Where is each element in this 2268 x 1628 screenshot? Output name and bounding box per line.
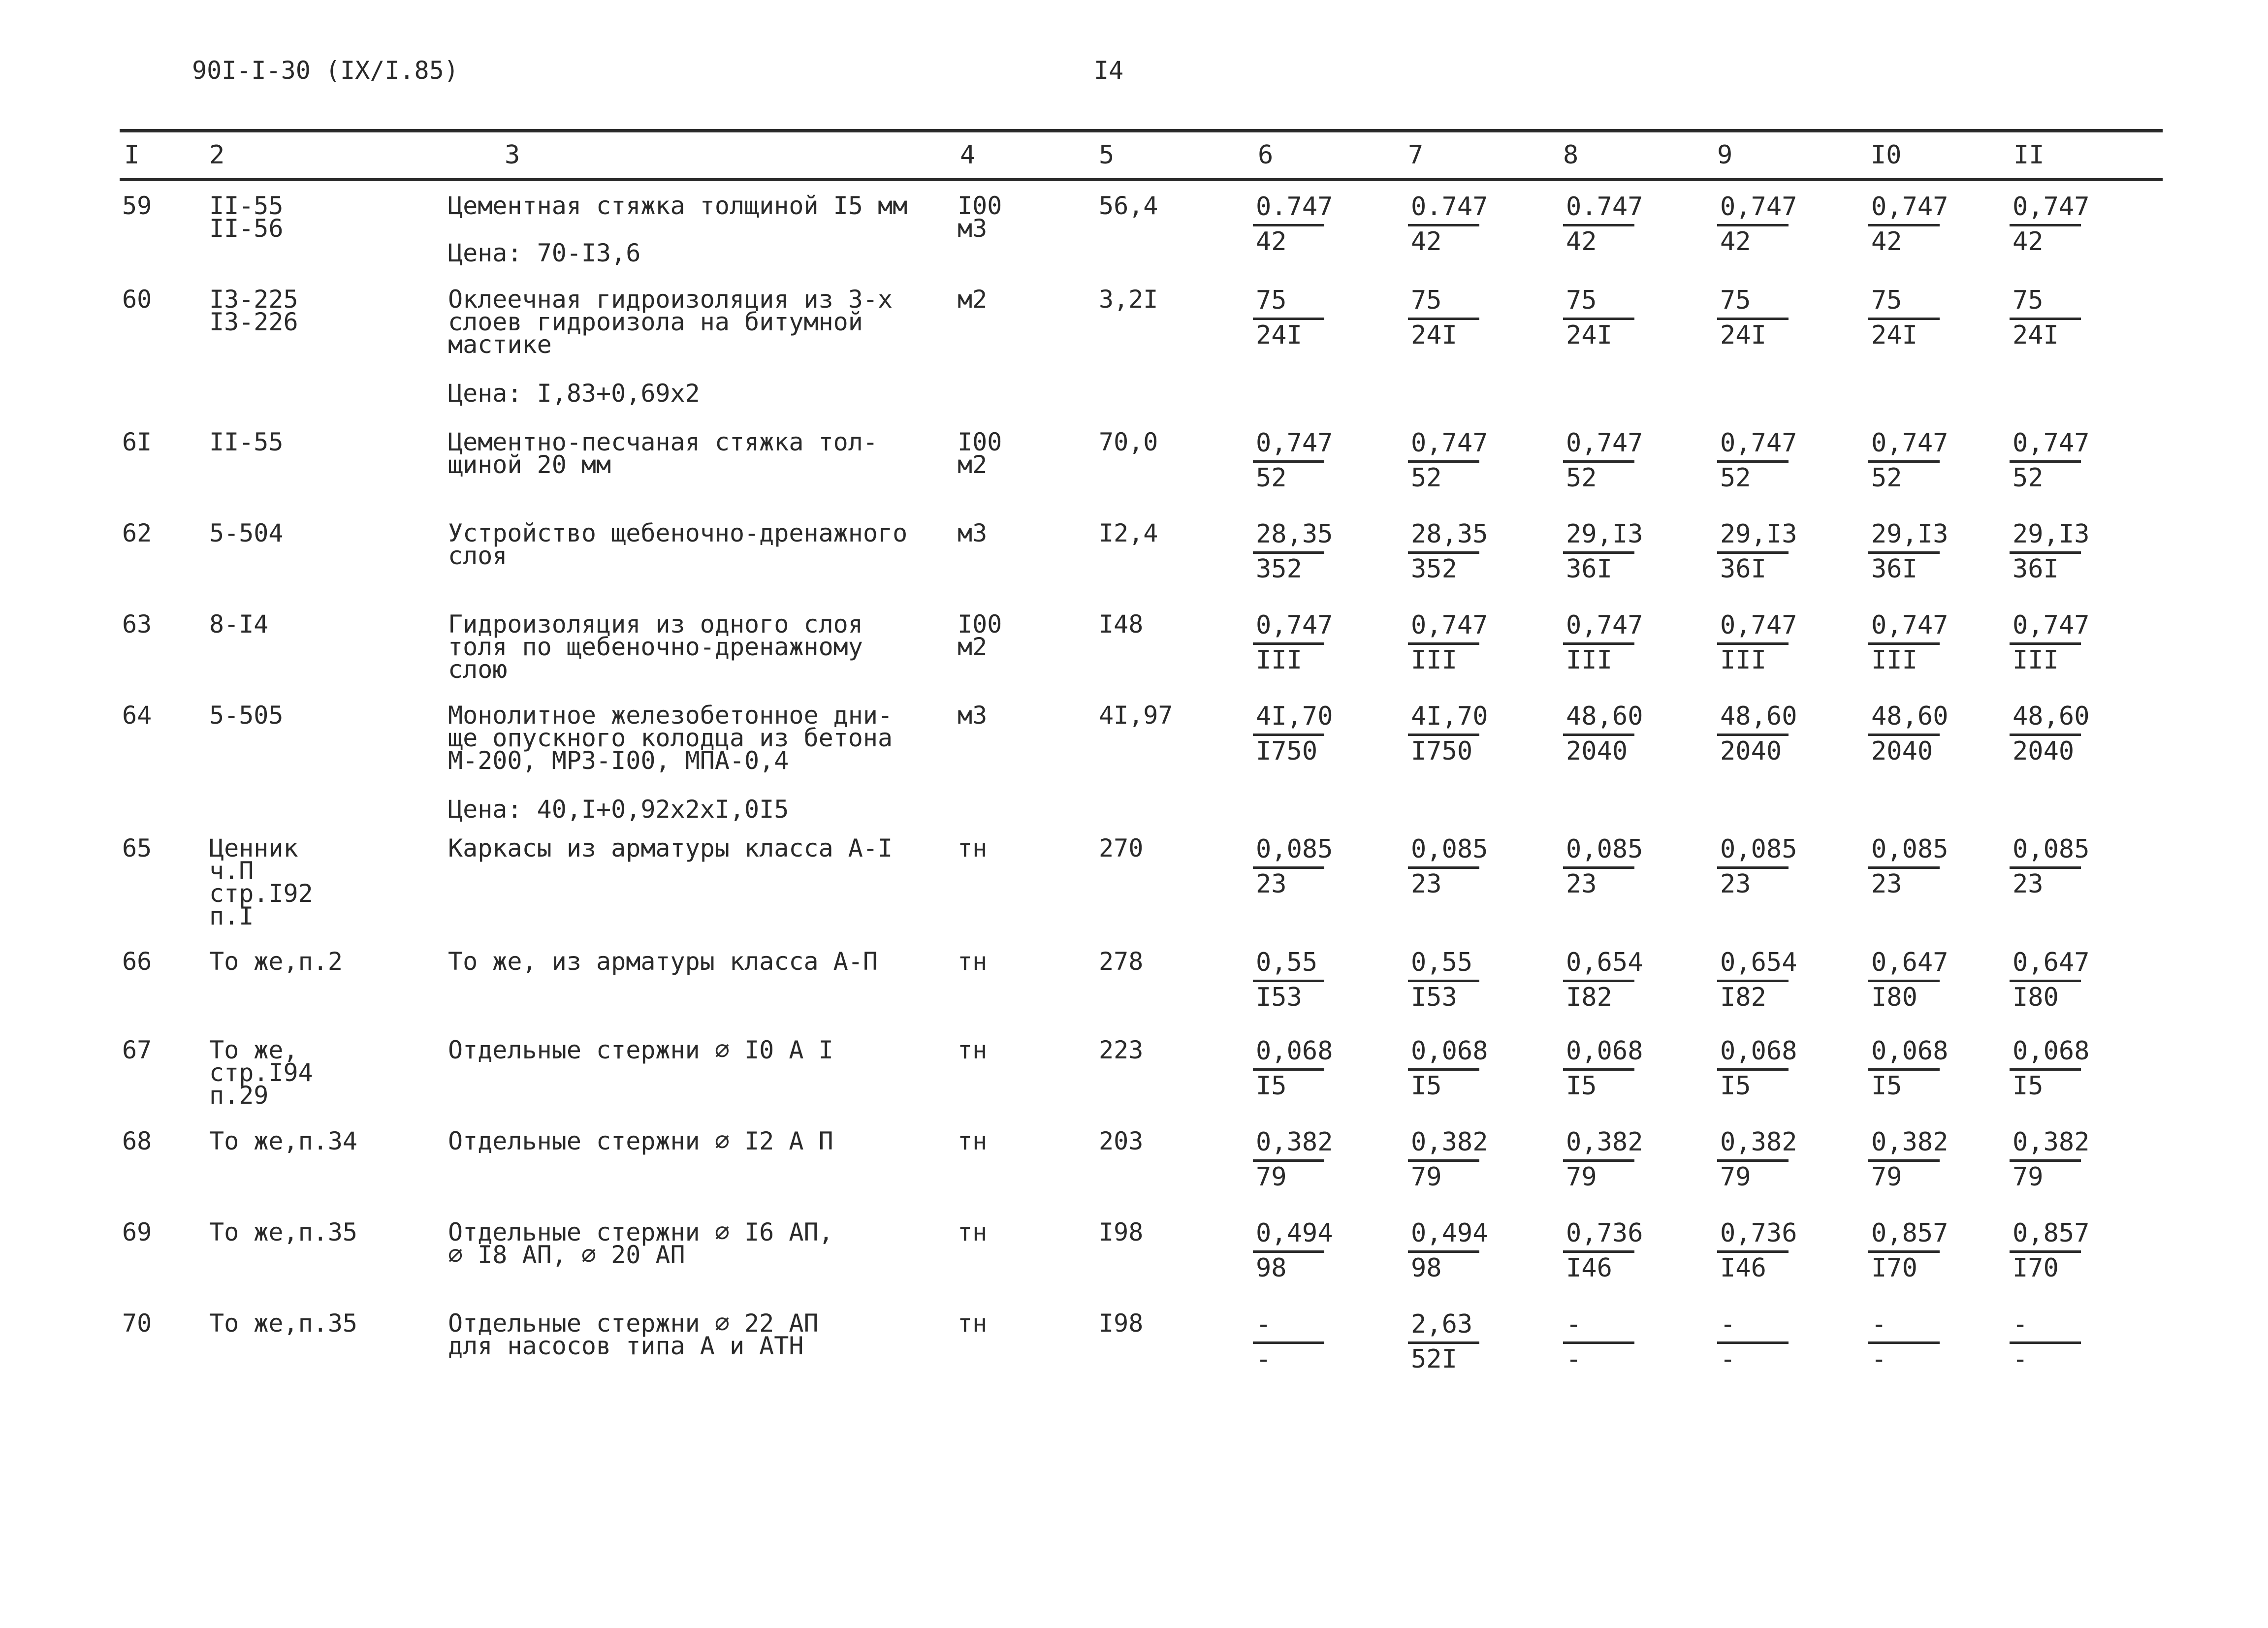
fraction-numerator: 0,747 — [1411, 610, 1488, 640]
value-fraction — [2010, 1218, 2090, 1283]
fraction-numerator: 0,747 — [1566, 428, 1643, 458]
fraction-denominator: - — [1871, 1344, 1887, 1374]
fraction-denominator: 23 — [1566, 869, 1597, 899]
fraction-numerator: 0,382 — [1871, 1127, 1949, 1157]
fraction-denominator: 352 — [1256, 554, 1302, 584]
value-fraction — [1717, 702, 1797, 766]
value-fraction — [2010, 428, 2090, 493]
value-fraction — [2010, 610, 2090, 675]
fraction-numerator: 0,857 — [1871, 1218, 1949, 1248]
fraction-denominator: - — [1720, 1344, 1736, 1374]
fraction-numerator: 75 — [2012, 286, 2044, 315]
quantity: 70,0 — [1099, 428, 1158, 456]
fraction-numerator: 0,747 — [1566, 610, 1643, 640]
value-fraction — [1717, 610, 1797, 675]
value-fraction — [1717, 1127, 1797, 1192]
fraction-denominator: 52 — [1256, 463, 1287, 493]
fraction-numerator: 0,747 — [1871, 610, 1949, 640]
column-header-6: 6 — [1258, 140, 1274, 170]
quantity: 203 — [1099, 1127, 1144, 1155]
value-fraction — [1563, 1127, 1643, 1192]
fraction-numerator: 0,647 — [1871, 948, 1949, 977]
value-fraction — [1868, 1309, 1942, 1374]
fraction-numerator: 4I,70 — [1411, 702, 1488, 731]
value-fraction — [1253, 1036, 1333, 1101]
quantity: 3,2I — [1099, 285, 1158, 314]
unit: I00 м2 — [958, 610, 1002, 661]
fraction-denominator: I46 — [1720, 1253, 1766, 1283]
fraction-denominator: 2040 — [2012, 736, 2075, 766]
work-description: Цементная стяжка толщиной I5 мм — [448, 192, 908, 220]
reference-code: То же,п.35 — [209, 1218, 358, 1246]
fraction-numerator: 75 — [1720, 286, 1751, 315]
value-fraction — [1868, 519, 1949, 584]
row-number: 60 — [122, 285, 152, 314]
value-fraction — [1717, 1036, 1797, 1101]
fraction-numerator: 0,747 — [1720, 428, 1797, 458]
fraction-numerator: 0.747 — [1256, 192, 1333, 222]
column-header-1: I — [124, 140, 140, 170]
fraction-denominator: 24I — [1871, 320, 1917, 350]
reference-code: I3-225 I3-226 — [209, 285, 298, 336]
fraction-numerator: 0,747 — [2012, 192, 2090, 222]
fraction-denominator: I70 — [2012, 1253, 2059, 1283]
reference-code: 8-I4 — [209, 610, 269, 638]
work-description: Гидроизоляция из одного слоя толя по щебеночно-дренажному слою — [448, 610, 863, 684]
value-fraction — [1408, 428, 1488, 493]
reference-code: II-55 II-56 — [209, 192, 284, 243]
fraction-numerator: 0,068 — [2012, 1036, 2090, 1066]
fraction-numerator: 29,I3 — [1720, 519, 1797, 549]
fraction-denominator: 52 — [1566, 463, 1597, 493]
fraction-numerator: 0,085 — [2012, 834, 2090, 864]
fraction-numerator: 0,654 — [1566, 948, 1643, 977]
row-number: 65 — [122, 834, 152, 862]
fraction-denominator: 42 — [1256, 227, 1287, 256]
column-header-5: 5 — [1099, 140, 1115, 170]
unit: м3 — [958, 701, 988, 730]
fraction-denominator: 42 — [1566, 227, 1597, 256]
fraction-denominator: III — [1256, 645, 1302, 675]
quantity: I98 — [1099, 1218, 1144, 1246]
fraction-numerator: 29,I3 — [1566, 519, 1643, 549]
work-description: Оклеечная гидроизоляция из 3-х слоев гидроизола на битумной мастике — [448, 285, 893, 359]
value-fraction — [1408, 1127, 1488, 1192]
value-fraction — [2010, 1036, 2090, 1101]
value-fraction — [2010, 192, 2090, 257]
fraction-numerator: 0,747 — [2012, 428, 2090, 458]
value-fraction — [2010, 834, 2090, 899]
fraction-numerator: 28,35 — [1256, 519, 1333, 549]
value-fraction — [1868, 610, 1949, 675]
unit: I00 м2 — [958, 428, 1002, 479]
fraction-denominator: 24I — [1566, 320, 1612, 350]
value-fraction — [1717, 192, 1797, 257]
fraction-numerator: 0.747 — [1411, 192, 1488, 222]
quantity: 223 — [1099, 1036, 1144, 1064]
fraction-numerator: 2,63 — [1411, 1309, 1473, 1339]
value-fraction — [1868, 948, 1949, 1013]
value-fraction — [1563, 1309, 1637, 1374]
fraction-denominator: - — [1256, 1344, 1272, 1374]
work-description: Отдельные стержни ∅ I6 АП, ∅ I8 АП, ∅ 20 АП — [448, 1218, 833, 1269]
fraction-denominator: III — [1720, 645, 1766, 675]
table-header-rule — [120, 178, 2163, 181]
fraction-denominator: 42 — [1720, 227, 1751, 256]
fraction-numerator: - — [1256, 1309, 1272, 1339]
value-fraction — [1253, 428, 1333, 493]
unit: м2 — [958, 285, 988, 314]
column-header-7: 7 — [1408, 140, 1424, 170]
value-fraction — [1408, 702, 1488, 766]
work-description: Монолитное железобетонное дни- ще опускного колодца из бетона М-200, МРЗ-I00, МПА-0,4 — [448, 701, 893, 775]
row-number: 6I — [122, 428, 152, 456]
reference-code: То же,п.2 — [209, 947, 343, 976]
value-fraction — [1408, 950, 1482, 1013]
row-number: 67 — [122, 1036, 152, 1064]
fraction-numerator: 75 — [1256, 286, 1287, 315]
value-fraction — [1253, 519, 1333, 584]
work-description: Отдельные стержни ∅ I0 А I — [448, 1036, 833, 1064]
value-fraction — [1868, 834, 1949, 899]
fraction-numerator: 0,55 — [1256, 948, 1318, 977]
fraction-denominator: 52 — [2012, 463, 2044, 493]
quantity: I2,4 — [1099, 519, 1158, 547]
fraction-denominator: 23 — [1256, 869, 1287, 899]
fraction-numerator: 0,494 — [1256, 1218, 1333, 1248]
fraction-denominator: III — [2012, 645, 2059, 675]
value-fraction — [1717, 1309, 1791, 1374]
fraction-numerator: 0,747 — [2012, 610, 2090, 640]
fraction-numerator: 4I,70 — [1256, 702, 1333, 731]
fraction-denominator: 79 — [2012, 1162, 2044, 1192]
column-header-10: I0 — [1871, 140, 1902, 170]
value-fraction — [1563, 1036, 1643, 1101]
value-fraction — [1717, 948, 1797, 1013]
fraction-numerator: 0,747 — [1720, 192, 1797, 222]
unit: тн — [958, 1309, 988, 1338]
fraction-numerator: 0,747 — [1411, 428, 1488, 458]
fraction-denominator: 36I — [1566, 554, 1612, 584]
fraction-denominator: 79 — [1566, 1162, 1597, 1192]
fraction-numerator: 0,747 — [1256, 610, 1333, 640]
value-fraction — [1408, 610, 1488, 675]
fraction-denominator: 24I — [1411, 320, 1457, 350]
fraction-denominator: I80 — [2012, 983, 2059, 1012]
row-number: 64 — [122, 701, 152, 730]
unit: тн — [958, 834, 988, 862]
value-fraction — [1408, 288, 1482, 351]
value-fraction — [1563, 192, 1643, 257]
fraction-numerator: - — [1720, 1309, 1736, 1339]
quantity: I98 — [1099, 1309, 1144, 1338]
value-fraction — [1717, 1218, 1797, 1283]
quantity: 4I,97 — [1099, 701, 1173, 730]
work-description: Отдельные стержни ∅ 22 АП для насосов типа А и АТН — [448, 1309, 819, 1360]
value-fraction — [1253, 610, 1333, 675]
fraction-numerator: 0,085 — [1566, 834, 1643, 864]
fraction-numerator: 0,068 — [1566, 1036, 1643, 1066]
work-description: Отдельные стержни ∅ I2 А П — [448, 1127, 833, 1155]
fraction-denominator: 2040 — [1871, 736, 1933, 766]
quantity: I48 — [1099, 610, 1144, 638]
column-header-9: 9 — [1717, 140, 1733, 170]
fraction-numerator: 0,068 — [1256, 1036, 1333, 1066]
fraction-denominator: I80 — [1871, 983, 1917, 1012]
reference-code: То же, стр.I94 п.29 — [209, 1036, 313, 1110]
fraction-denominator: 23 — [2012, 869, 2044, 899]
fraction-denominator: 36I — [1871, 554, 1917, 584]
fraction-numerator: 0,747 — [1871, 428, 1949, 458]
fraction-numerator: 48,60 — [2012, 702, 2090, 731]
column-header-8: 8 — [1563, 140, 1579, 170]
reference-code: 5-504 — [209, 519, 284, 547]
fraction-denominator: 36I — [1720, 554, 1766, 584]
value-fraction — [1868, 1127, 1949, 1192]
fraction-denominator: III — [1566, 645, 1612, 675]
fraction-denominator: I5 — [1720, 1071, 1751, 1101]
value-fraction — [1868, 1036, 1949, 1101]
reference-code: II-55 — [209, 428, 284, 456]
value-fraction — [1408, 192, 1488, 257]
reference-code: Ценник ч.П стр.I92 п.I — [209, 834, 313, 930]
value-fraction — [2010, 288, 2083, 351]
fraction-denominator: I5 — [1566, 1071, 1597, 1101]
row-number: 69 — [122, 1218, 152, 1246]
column-header-3: 3 — [505, 140, 520, 170]
fraction-denominator: III — [1871, 645, 1917, 675]
quantity: 56,4 — [1099, 192, 1158, 220]
fraction-numerator: 29,I3 — [1871, 519, 1949, 549]
fraction-numerator: 0,085 — [1411, 834, 1488, 864]
fraction-denominator: I53 — [1411, 983, 1457, 1012]
value-fraction — [1868, 1218, 1949, 1283]
fraction-denominator: 2040 — [1720, 736, 1782, 766]
fraction-numerator: 29,I3 — [2012, 519, 2090, 549]
work-description: Устройство щебеночно-дренажного слоя — [448, 519, 908, 570]
column-header-2: 2 — [209, 140, 225, 170]
fraction-numerator: 0,747 — [1720, 610, 1797, 640]
fraction-denominator: 52 — [1411, 463, 1442, 493]
value-fraction — [1253, 1127, 1333, 1192]
table-top-rule — [120, 129, 2163, 132]
fraction-numerator: 0,068 — [1411, 1036, 1488, 1066]
fraction-denominator: I70 — [1871, 1253, 1917, 1283]
value-fraction — [1563, 834, 1643, 899]
value-fraction — [1563, 1218, 1643, 1283]
fraction-numerator: 0,736 — [1720, 1218, 1797, 1248]
quantity: 278 — [1099, 947, 1144, 976]
unit: I00 м3 — [958, 192, 1002, 243]
column-header-4: 4 — [960, 140, 976, 170]
value-fraction — [2010, 702, 2090, 766]
fraction-denominator: 98 — [1256, 1253, 1287, 1283]
fraction-denominator: 52 — [1871, 463, 1902, 493]
value-fraction — [1717, 428, 1797, 493]
fraction-numerator: 0,085 — [1871, 834, 1949, 864]
value-fraction — [1868, 288, 1942, 351]
row-number: 68 — [122, 1127, 152, 1155]
fraction-numerator: 0.747 — [1566, 192, 1643, 222]
fraction-denominator: I5 — [1411, 1071, 1442, 1101]
fraction-denominator: 42 — [1871, 227, 1902, 256]
value-fraction — [1563, 610, 1643, 675]
fraction-numerator: 0,382 — [1411, 1127, 1488, 1157]
value-fraction — [1253, 950, 1327, 1013]
row-number: 59 — [122, 192, 152, 220]
fraction-numerator: - — [2012, 1309, 2028, 1339]
value-fraction — [1868, 702, 1949, 766]
value-fraction — [1563, 948, 1643, 1013]
fraction-denominator: I5 — [1256, 1071, 1287, 1101]
fraction-denominator: 79 — [1871, 1162, 1902, 1192]
page-number: I4 — [1094, 56, 1124, 85]
fraction-numerator: 0,382 — [1256, 1127, 1333, 1157]
value-fraction — [1253, 702, 1333, 766]
fraction-denominator: 79 — [1256, 1162, 1287, 1192]
fraction-denominator: 24I — [2012, 320, 2059, 350]
value-fraction — [1253, 192, 1333, 257]
price-line: Цена: I,83+0,69х2 — [448, 379, 700, 408]
fraction-numerator: 0,068 — [1720, 1036, 1797, 1066]
value-fraction — [2010, 948, 2090, 1013]
fraction-numerator: 75 — [1871, 286, 1902, 315]
fraction-numerator: 48,60 — [1720, 702, 1797, 731]
fraction-numerator: - — [1566, 1309, 1582, 1339]
fraction-denominator: 24I — [1256, 320, 1302, 350]
value-fraction — [2010, 519, 2090, 584]
fraction-numerator: 0,068 — [1871, 1036, 1949, 1066]
value-fraction — [1253, 1218, 1333, 1283]
work-description: Цементно-песчаная стяжка тол- щиной 20 мм — [448, 428, 878, 479]
fraction-numerator: 0,55 — [1411, 948, 1473, 977]
fraction-denominator: I53 — [1256, 983, 1302, 1012]
unit: м3 — [958, 519, 988, 547]
fraction-numerator: 48,60 — [1566, 702, 1643, 731]
column-header-11: II — [2013, 140, 2044, 170]
fraction-numerator: 28,35 — [1411, 519, 1488, 549]
fraction-denominator: 24I — [1720, 320, 1766, 350]
fraction-denominator: III — [1411, 645, 1457, 675]
unit: тн — [958, 1218, 988, 1246]
fraction-numerator: 0,857 — [2012, 1218, 2090, 1248]
fraction-numerator: - — [1871, 1309, 1887, 1339]
fraction-denominator: I5 — [2012, 1071, 2044, 1101]
fraction-denominator: 79 — [1411, 1162, 1442, 1192]
fraction-numerator: 0,747 — [1871, 192, 1949, 222]
fraction-numerator: 0,382 — [2012, 1127, 2090, 1157]
value-fraction — [1253, 288, 1327, 351]
unit: тн — [958, 1036, 988, 1064]
fraction-denominator: 42 — [2012, 227, 2044, 256]
row-number: 66 — [122, 947, 152, 976]
fraction-denominator: 79 — [1720, 1162, 1751, 1192]
price-line: Цена: 70-I3,6 — [448, 239, 641, 267]
fraction-denominator: I750 — [1411, 736, 1473, 766]
fraction-denominator: 23 — [1871, 869, 1902, 899]
value-fraction — [2010, 1127, 2090, 1192]
fraction-denominator: 98 — [1411, 1253, 1442, 1283]
fraction-numerator: 0,085 — [1256, 834, 1333, 864]
row-number: 70 — [122, 1309, 152, 1338]
fraction-denominator: 352 — [1411, 554, 1457, 584]
value-fraction — [1563, 428, 1643, 493]
fraction-denominator: 52I — [1411, 1344, 1457, 1374]
work-description: То же, из арматуры класса А-П — [448, 947, 878, 976]
fraction-denominator: I82 — [1720, 983, 1766, 1012]
value-fraction — [1563, 288, 1637, 351]
value-fraction — [1408, 1218, 1488, 1283]
fraction-numerator: 0,494 — [1411, 1218, 1488, 1248]
reference-code: 5-505 — [209, 701, 284, 730]
value-fraction — [1408, 834, 1488, 899]
work-description: Каркасы из арматуры класса А-I — [448, 834, 893, 862]
reference-code: То же,п.35 — [209, 1309, 358, 1338]
unit: тн — [958, 947, 988, 976]
row-number: 62 — [122, 519, 152, 547]
fraction-denominator: I750 — [1256, 736, 1318, 766]
value-fraction — [1253, 1309, 1327, 1374]
value-fraction — [1253, 834, 1333, 899]
fraction-numerator: 0,647 — [2012, 948, 2090, 977]
fraction-denominator: 36I — [2012, 554, 2059, 584]
value-fraction — [1717, 834, 1797, 899]
fraction-numerator: 75 — [1411, 286, 1442, 315]
document-code: 90I-I-30 (IX/I.85) — [192, 56, 459, 85]
fraction-numerator: 0,382 — [1566, 1127, 1643, 1157]
value-fraction — [2010, 1309, 2083, 1374]
value-fraction — [1408, 1036, 1488, 1101]
fraction-numerator: 48,60 — [1871, 702, 1949, 731]
unit: тн — [958, 1127, 988, 1155]
fraction-denominator: I46 — [1566, 1253, 1612, 1283]
fraction-denominator: 23 — [1720, 869, 1751, 899]
row-number: 63 — [122, 610, 152, 638]
fraction-denominator: 42 — [1411, 227, 1442, 256]
fraction-denominator: 52 — [1720, 463, 1751, 493]
fraction-numerator: 0,747 — [1256, 428, 1333, 458]
value-fraction — [1408, 1309, 1482, 1374]
fraction-numerator: 0,382 — [1720, 1127, 1797, 1157]
fraction-denominator: - — [2012, 1344, 2028, 1374]
fraction-numerator: 0,736 — [1566, 1218, 1643, 1248]
fraction-numerator: 75 — [1566, 286, 1597, 315]
value-fraction — [1408, 519, 1488, 584]
price-line: Цена: 40,I+0,92х2хI,0I5 — [448, 795, 789, 824]
fraction-numerator: 0,085 — [1720, 834, 1797, 864]
value-fraction — [1563, 702, 1643, 766]
value-fraction — [1868, 428, 1949, 493]
value-fraction — [1717, 519, 1797, 584]
fraction-numerator: 0,654 — [1720, 948, 1797, 977]
quantity: 270 — [1099, 834, 1144, 862]
value-fraction — [1563, 519, 1643, 584]
reference-code: То же,п.34 — [209, 1127, 358, 1155]
fraction-denominator: I5 — [1871, 1071, 1902, 1101]
fraction-denominator: 23 — [1411, 869, 1442, 899]
fraction-denominator: 2040 — [1566, 736, 1628, 766]
value-fraction — [1717, 288, 1791, 351]
value-fraction — [1868, 192, 1949, 257]
fraction-denominator: - — [1566, 1344, 1582, 1374]
fraction-denominator: I82 — [1566, 983, 1612, 1012]
